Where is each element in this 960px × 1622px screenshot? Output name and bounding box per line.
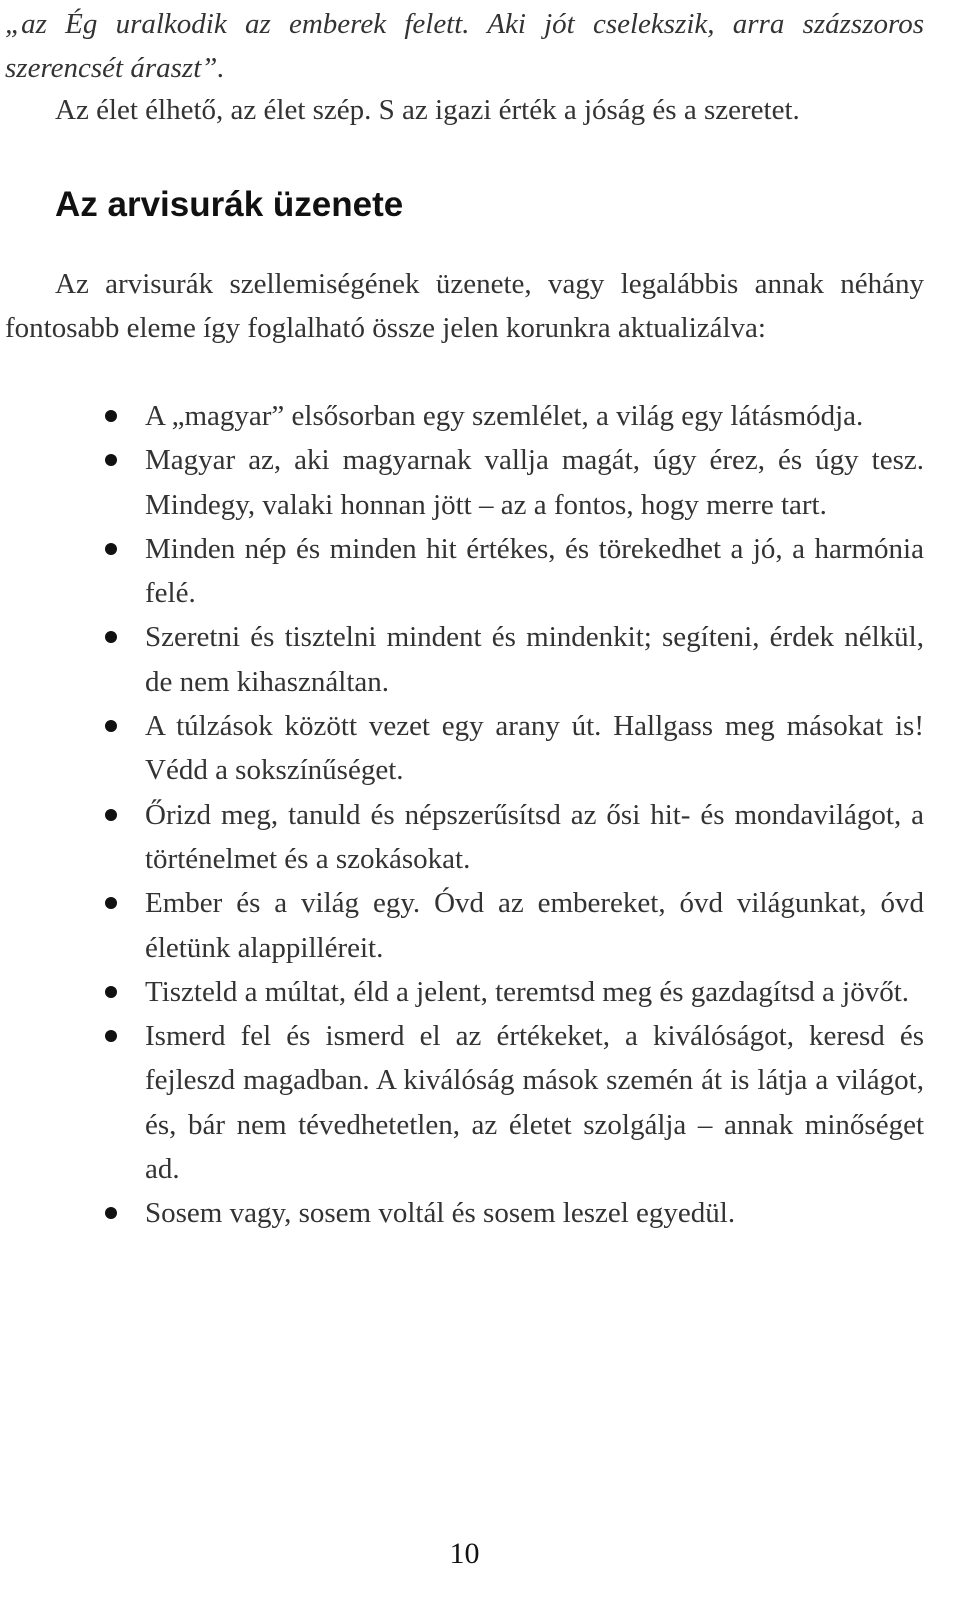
bullet-icon bbox=[105, 986, 117, 998]
bullet-icon bbox=[105, 454, 117, 466]
page-number: 10 bbox=[449, 1537, 480, 1570]
list-item-text: Szeretni és tisztelni mindent és mindenkit; segíteni, érdek nélkül, de nem kihasználtan. bbox=[145, 621, 924, 698]
bullet-icon bbox=[105, 1207, 117, 1219]
list-item bbox=[5, 394, 924, 438]
bullet-icon bbox=[105, 410, 117, 422]
intro-paragraph: Az arvisurák szellemiségének üzenete, vagy legalábbis annak néhány fontosabb eleme így foglalható össze jelen korunkra aktualizálva: bbox=[5, 268, 924, 344]
list-item-text: Minden nép és minden hit értékes, és törekedhet a jó, a harmónia felé. bbox=[145, 532, 924, 610]
bullet-icon bbox=[105, 631, 117, 643]
bullet-icon bbox=[105, 720, 117, 732]
list-item bbox=[5, 438, 924, 527]
list-item bbox=[5, 615, 924, 704]
list-item bbox=[5, 881, 924, 970]
list-item-text: Magyar az, aki magyarnak vallja magát, úgy érez, és úgy tesz. Mindegy, valaki honnan jött – az a fontos, hogy merre tart. bbox=[145, 444, 924, 521]
list-item-text: A túlzások között vezet egy arany út. Hallgass meg másokat is! Védd a sokszínűséget. bbox=[145, 710, 924, 787]
bullet-icon bbox=[105, 809, 117, 821]
list-item bbox=[5, 704, 924, 793]
quote-life-line: Az élet élhető, az élet szép. S az igazi érték a jóság és a szeretet. bbox=[55, 94, 800, 126]
list-item-text: Őrizd meg, tanuld és népszerűsítsd az ősi hit- és mondavilágot, a történelmet és a szokásokat. bbox=[145, 798, 924, 875]
list-item bbox=[5, 1191, 924, 1235]
quote-italic: „az Ég uralkodik az emberek felett. Aki jót cselekszik, arra százszoros szerencsét áraszt”. bbox=[5, 8, 924, 84]
list-item bbox=[5, 793, 924, 882]
bullet-icon bbox=[105, 897, 117, 909]
list-item-text: Tiszteld a múltat, éld a jelent, teremtsd meg és gazdagítsd a jövőt. bbox=[145, 975, 910, 1008]
list-item-text: A „magyar” elsősorban egy szemlélet, a világ egy látásmódja. bbox=[145, 400, 864, 432]
bullet-icon bbox=[105, 543, 117, 555]
list-item-text: Sosem vagy, sosem voltál és sosem leszel egyedül. bbox=[145, 1197, 736, 1230]
list-item-text: Ismerd fel és ismerd el az értékeket, a kiválóságot, keresd és fejleszd magadban. A kiválóság mások szemén át is látja a világot, és, bár nem tévedhetetlen, az életet szolgálja – annak minőséget ad. bbox=[145, 1020, 924, 1186]
document-page bbox=[5, 0, 924, 1622]
list-item bbox=[5, 1014, 924, 1191]
bullet-icon bbox=[105, 1030, 117, 1042]
list-item bbox=[5, 527, 924, 616]
section-heading: Az arvisurák üzenete bbox=[55, 185, 404, 224]
message-bullet-list bbox=[5, 394, 924, 1236]
list-item-text: Ember és a világ egy. Óvd az embereket, óvd világunkat, óvd életünk alappilléreit. bbox=[145, 887, 924, 964]
list-item bbox=[5, 970, 924, 1014]
